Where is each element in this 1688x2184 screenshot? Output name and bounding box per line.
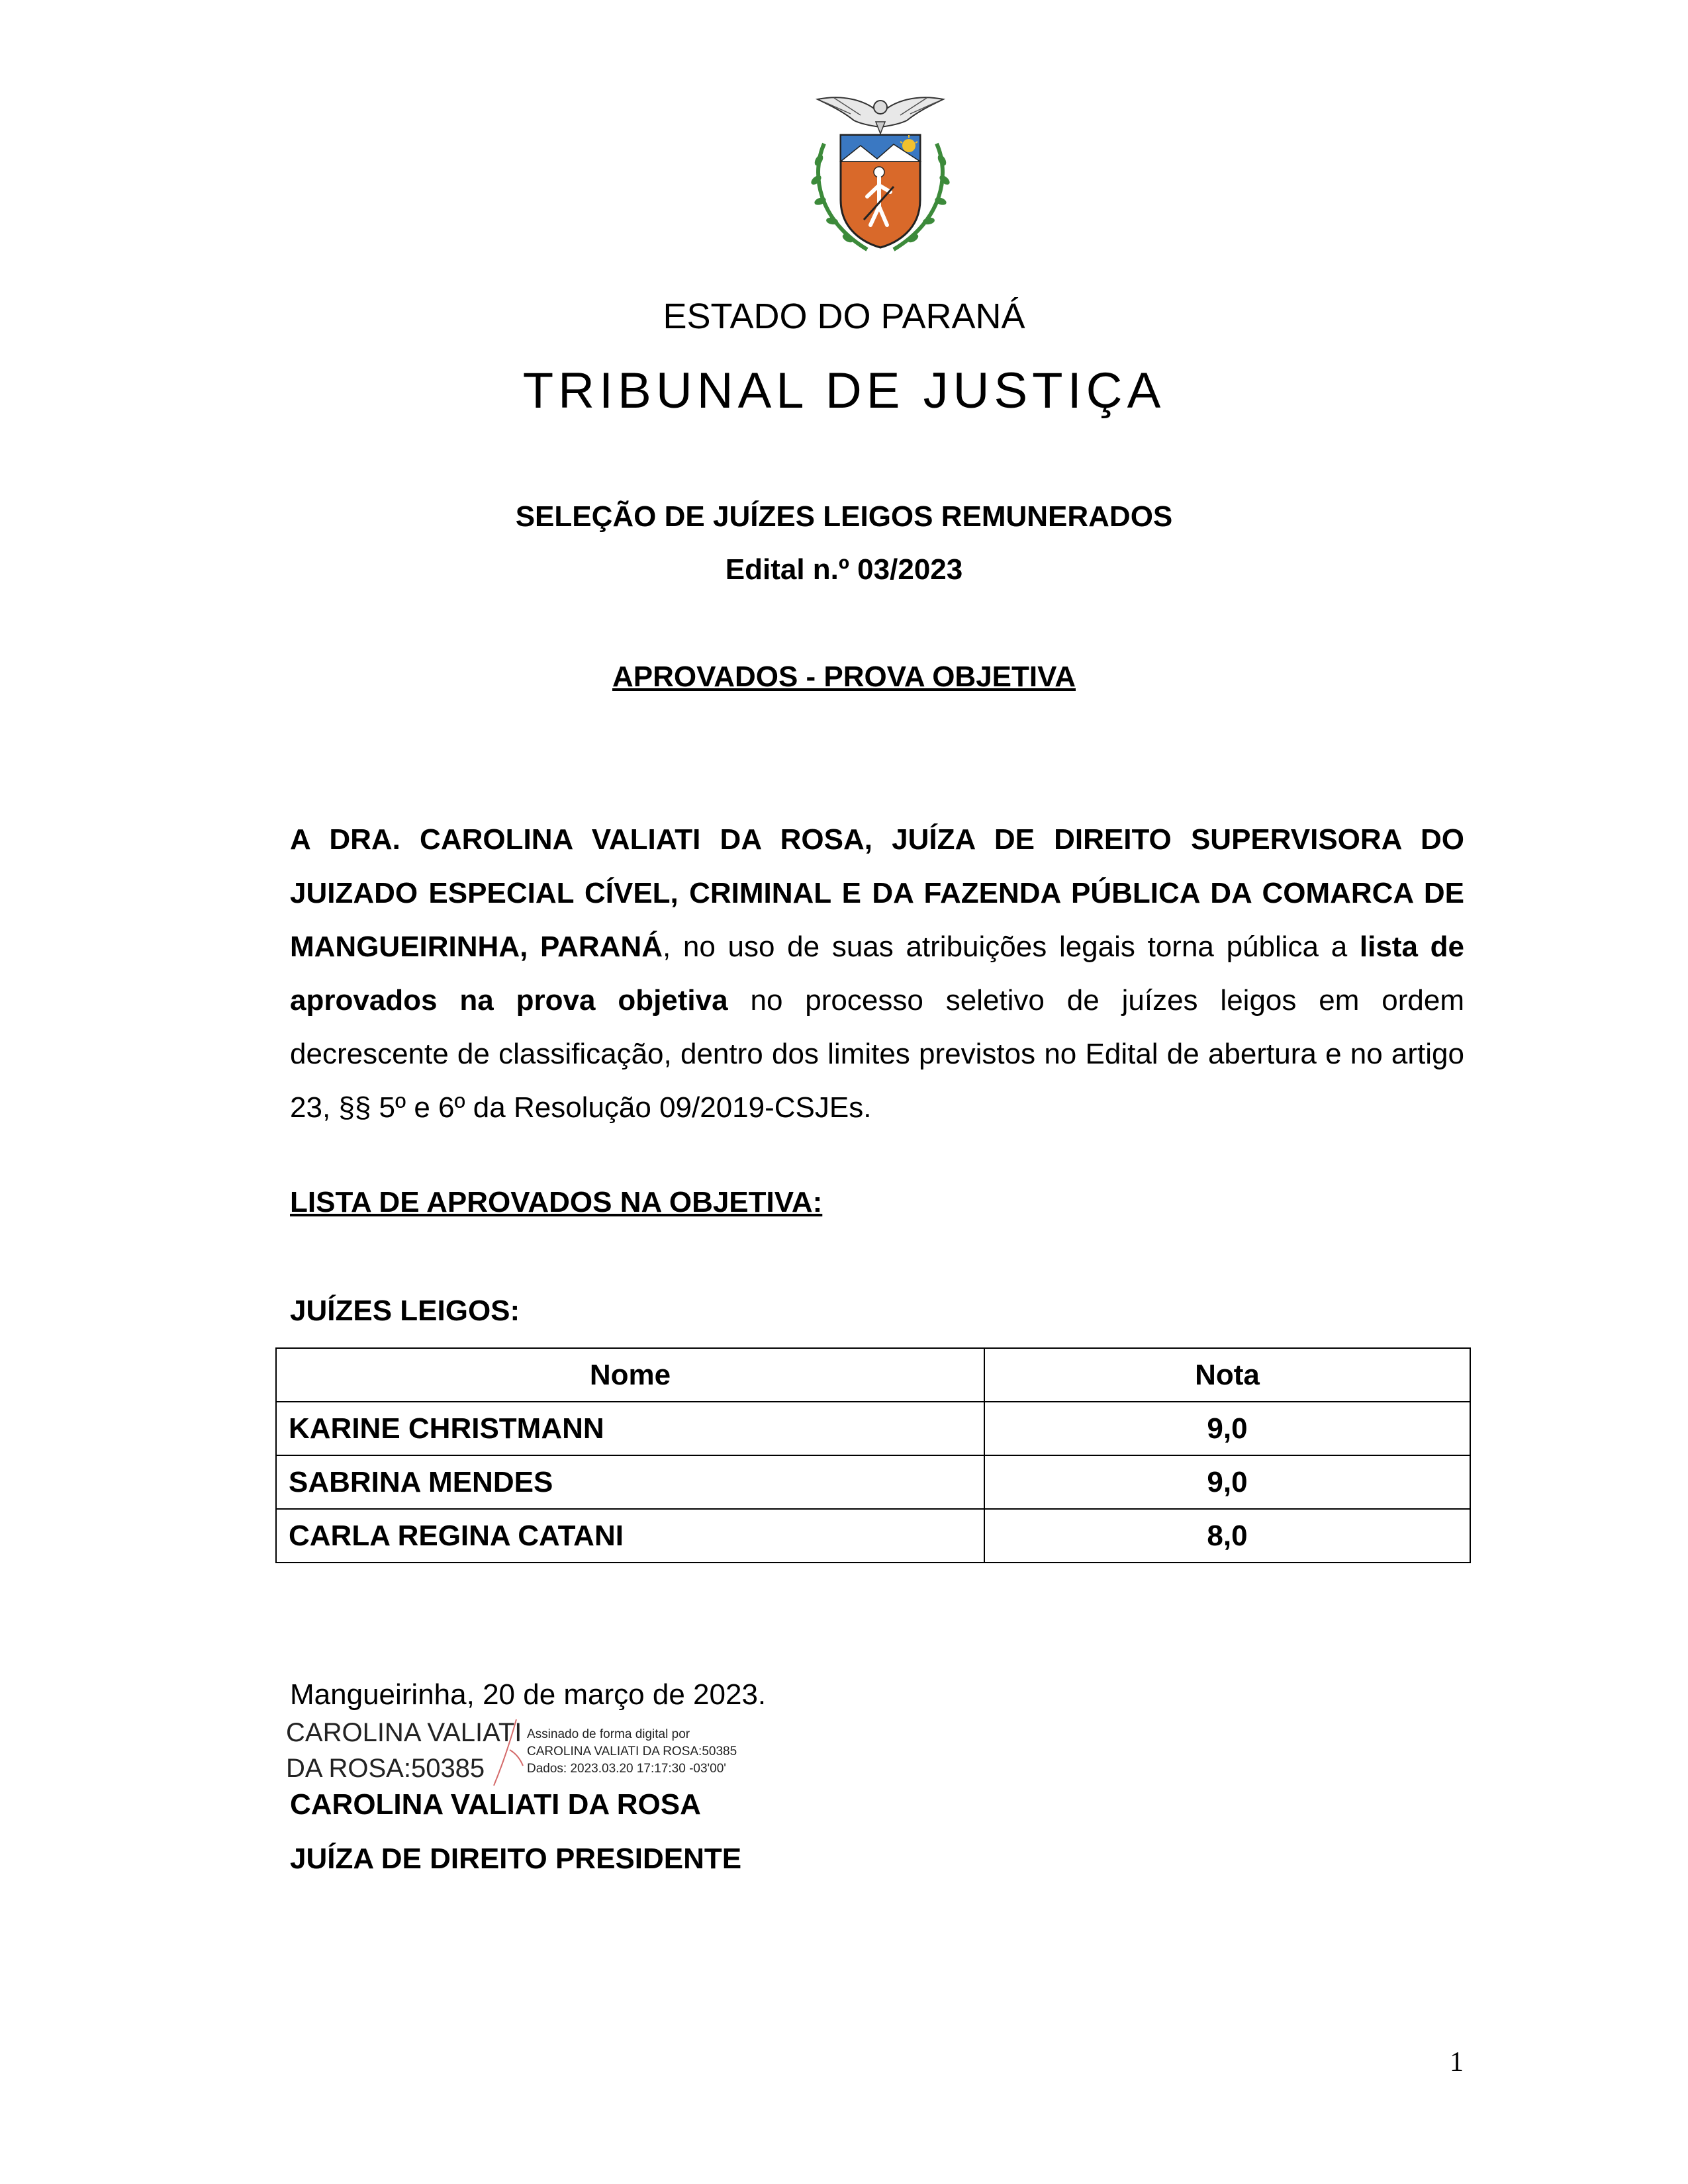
signer-role: JUÍZA DE DIREITO PRESIDENTE xyxy=(290,1843,742,1875)
signature-detail-1: Assinado de forma digital por xyxy=(527,1727,690,1741)
cell-nome: SABRINA MENDES xyxy=(276,1455,984,1509)
signature-detail-2: CAROLINA VALIATI DA ROSA:50385 xyxy=(527,1745,737,1758)
state-name: ESTADO DO PARANÁ xyxy=(663,296,1025,336)
signer-name: CAROLINA VALIATI DA ROSA xyxy=(290,1788,701,1821)
announcement-text-1: , no uso de suas atribuições legais torna pública a xyxy=(662,931,1360,963)
table-row xyxy=(276,1509,1470,1563)
signature-name-line-1: CAROLINA VALIATI xyxy=(286,1718,522,1747)
announcement-text-2: no processo seletivo de juízes leigos em ordem decrescente de classificação, dentro dos limites previstos no Edital de abertura e no artigo 23, §§ 5º e 6º da Resolução 09/2019-CSJEs. xyxy=(290,984,1464,1124)
eagle-icon xyxy=(818,97,943,134)
announcement-list-phrase: lista de aprovados na prova objetiva xyxy=(290,931,1464,1017)
parana-coat-of-arms-icon xyxy=(804,87,957,259)
digital-signature-name xyxy=(286,1717,522,1788)
cell-nome: KARINE CHRISTMANN xyxy=(276,1402,984,1455)
results-table xyxy=(275,1347,1471,1563)
document-date: Mangueirinha, 20 de março de 2023. xyxy=(290,1678,767,1711)
digital-signature-details xyxy=(527,1726,737,1778)
approved-title xyxy=(0,659,1688,695)
cell-nota: 9,0 xyxy=(984,1402,1470,1455)
cell-nota: 8,0 xyxy=(984,1509,1470,1563)
signature-name-line-2: DA ROSA:50385 xyxy=(286,1754,485,1783)
approved-title-text: APROVADOS - PROVA OBJETIVA xyxy=(612,660,1076,693)
table-row xyxy=(276,1402,1470,1455)
judges-title: JUÍZES LEIGOS: xyxy=(290,1295,520,1327)
shield-icon xyxy=(841,135,920,248)
signature-mark-icon xyxy=(490,1717,530,1790)
announcement-paragraph xyxy=(290,813,1464,1134)
edital-number: Edital n.º 03/2023 xyxy=(725,553,963,586)
column-header-nome: Nome xyxy=(276,1348,984,1402)
announcement-authority: A DRA. CAROLINA VALIATI DA ROSA, JUÍZA DE DIREITO SUPERVISORA DO JUIZADO ESPECIAL CÍVEL, CRIMINAL E DA FAZENDA PÚBLICA DA COMARCA DE MANGUEIRINHA, PARANÁ xyxy=(290,823,1464,963)
cell-nota: 9,0 xyxy=(984,1455,1470,1509)
cell-nome: CARLA REGINA CATANI xyxy=(276,1509,984,1563)
page-number: 1 xyxy=(1450,2047,1464,2077)
court-name: TRIBUNAL DE JUSTIÇA xyxy=(522,363,1166,419)
table-header-row xyxy=(276,1348,1470,1402)
list-title: LISTA DE APROVADOS NA OBJETIVA: xyxy=(290,1186,823,1218)
column-header-nota: Nota xyxy=(984,1348,1470,1402)
selection-title: SELEÇÃO DE JUÍZES LEIGOS REMUNERADOS xyxy=(515,500,1173,533)
table-row xyxy=(276,1455,1470,1509)
signature-detail-3: Dados: 2023.03.20 17:17:30 -03'00' xyxy=(527,1762,726,1776)
